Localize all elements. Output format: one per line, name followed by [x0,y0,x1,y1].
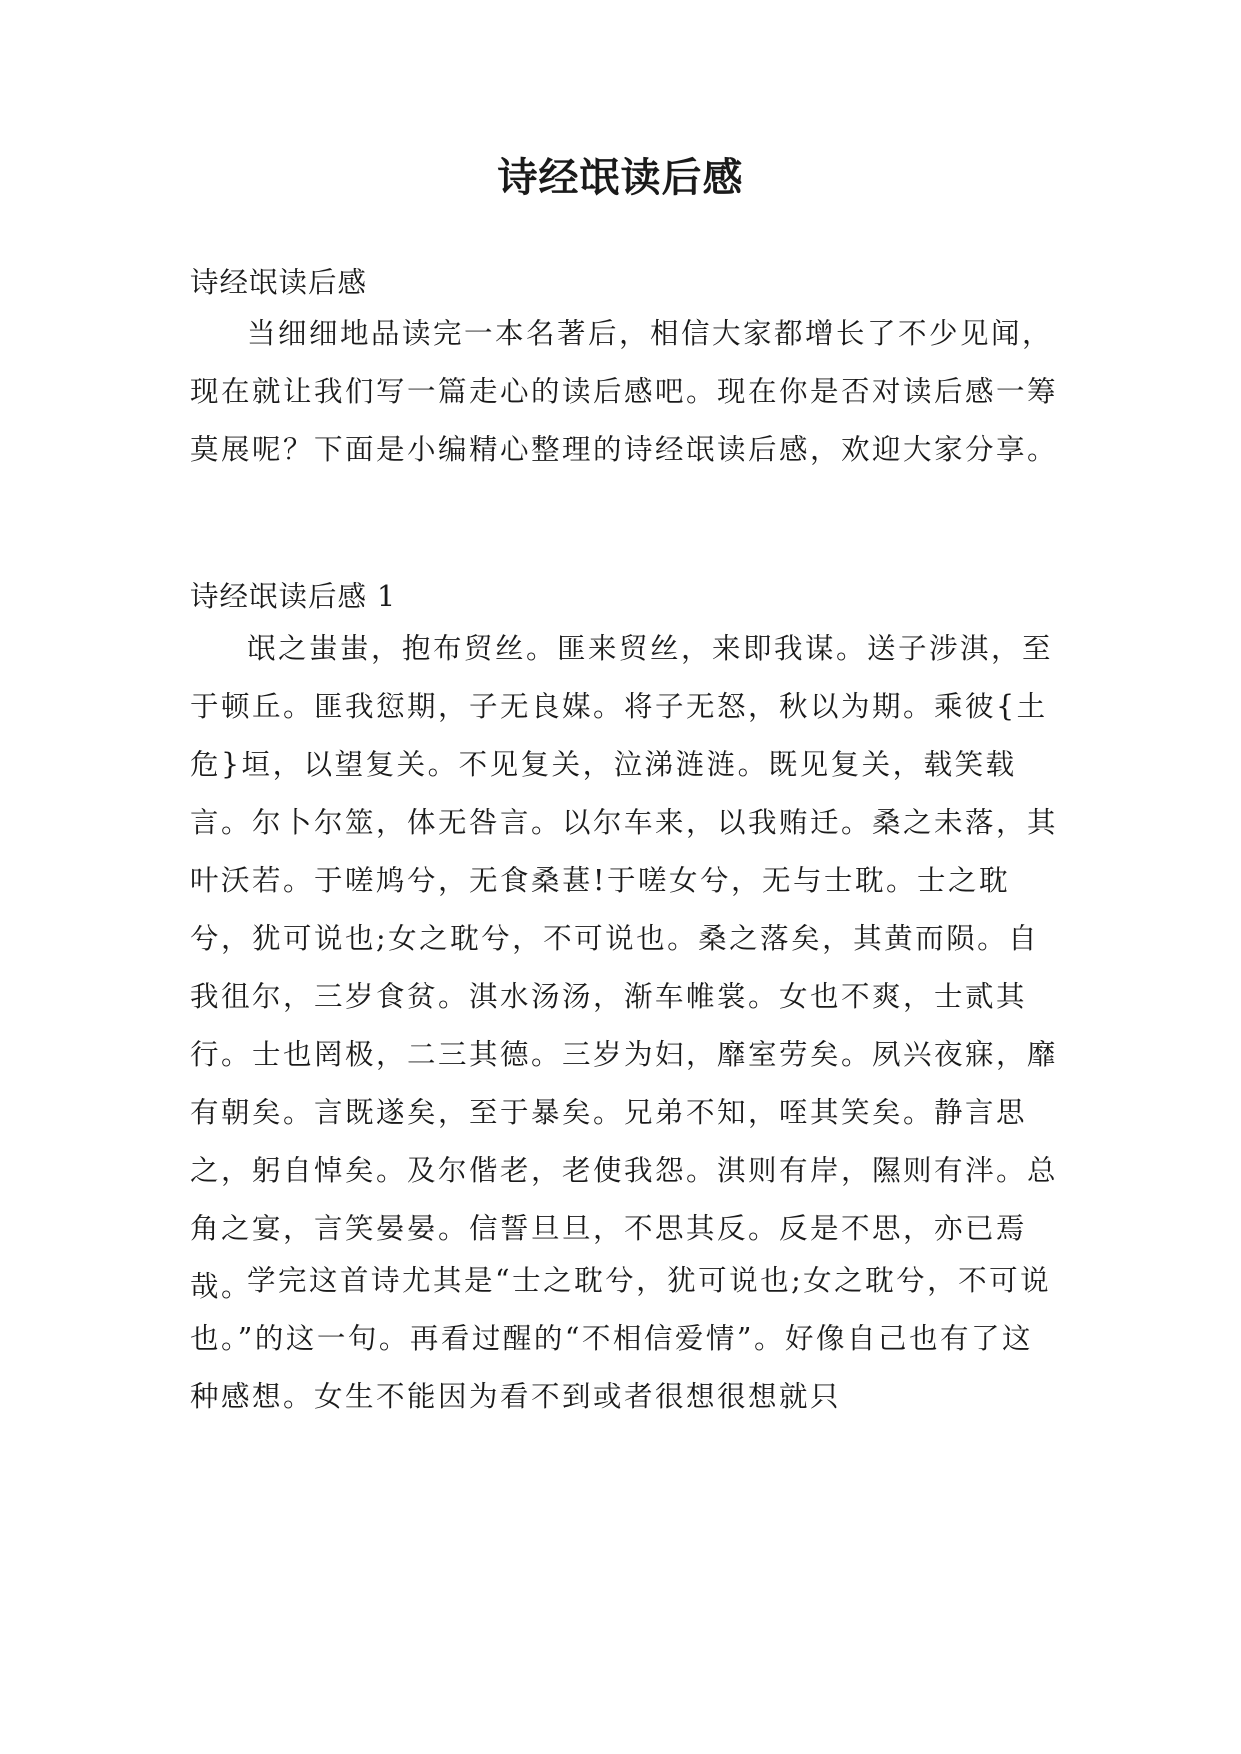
document-subtitle: 诗经氓读后感 [190,266,368,299]
document-title: 诗经氓读后感 [497,155,744,201]
reflection-paragraph [190,1252,1060,1426]
intro-text: 当细细地品读完一本名著后，相信大家都增长了不少见闻，现在就让我们写一篇走心的读后感吧。现在你是否对读后感一筹莫展呢？下面是小编精心整理的诗经氓读后感，欢迎大家分享。 [190,317,1059,466]
intro-paragraph [190,305,1060,479]
poem-paragraph [190,620,1060,1316]
section-heading-1: 诗经氓读后感 1 [190,580,397,613]
reflection-text: 学完这首诗尤其是“士之耽兮，犹可说也;女之耽兮，不可说也。”的这一句。再看过醒的“不相信爱情”。好像自己也有了这种感想。女生不能因为看不到或者很想很想就只 [190,1264,1052,1413]
poem-text: 氓之蚩蚩，抱布贸丝。匪来贸丝，来即我谋。送子涉淇，至于顿丘。匪我愆期，子无良媒。将子无怒，秋以为期。乘彼{土危}垣，以望复关。不见复关，泣涕涟涟。既见复关，载笑载言。尔卜尔筮，体无咎言。以尔车来，以我贿迁。桑之未落，其叶沃若。于嗟鸠兮，无食桑葚!于嗟女兮，无与士耽。士之耽兮，犹可说也;女之耽兮，不可说也。桑之落矣，其黄而陨。自我徂尔，三岁食贫。淇水汤汤，渐车帷裳。女也不爽，士贰其行。士也罔极，二三其德。三岁为妇，靡室劳矣。夙兴夜寐，靡有朝矣。言既遂矣，至于暴矣。兄弟不知，咥其笑矣。静言思之，躬自悼矣。及尔偕老，老使我怨。淇则有岸，隰则有泮。总角之宴，言笑晏晏。信誓旦旦，不思其反。反是不思，亦已焉哉。 [190,632,1059,1303]
